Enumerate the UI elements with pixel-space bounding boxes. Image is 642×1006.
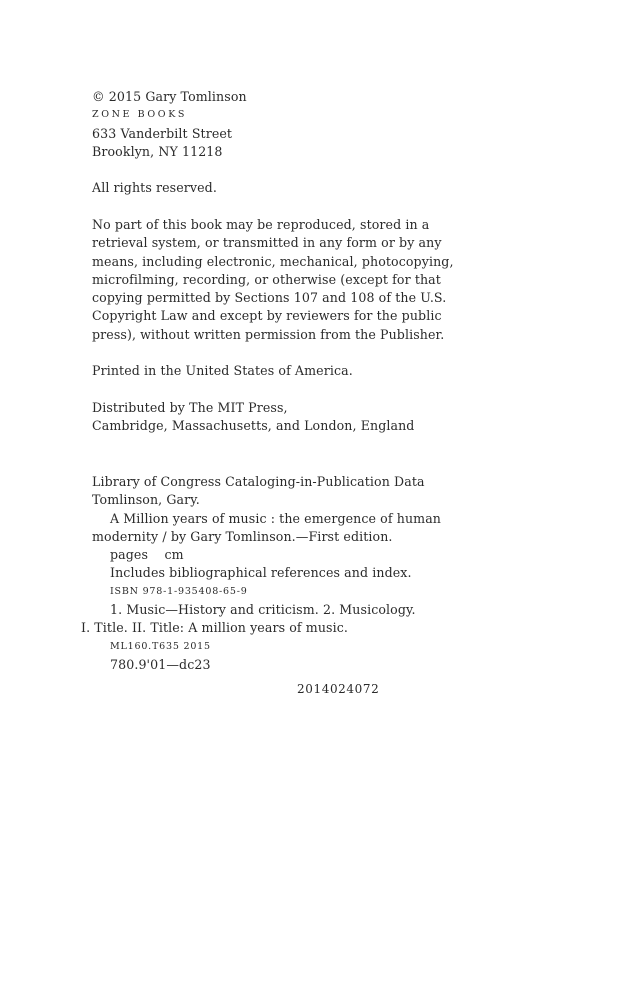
cip-bibliography: Includes bibliographical references and index. xyxy=(110,565,412,581)
rights-block xyxy=(92,179,422,197)
legal-notice xyxy=(92,216,454,344)
distributor: Distributed by The MIT Press, xyxy=(92,400,288,415)
cip-call-number: ML160.T635 2015 xyxy=(110,640,211,652)
copyright-notice: © 2015 Gary Tomlinson xyxy=(92,89,247,104)
lccn: 2014024072 xyxy=(297,682,380,696)
cip-titles: I. Title. II. Title: A million years of music. xyxy=(81,620,348,636)
publisher-name: ZONE BOOKS xyxy=(92,109,187,121)
legal-line: No part of this book may be reproduced, stored in a xyxy=(92,217,430,232)
legal-line: retrieval system, or transmitted in any form or by any xyxy=(92,235,442,251)
legal-line: copying permitted by Sections 107 and 108 of the U.S. xyxy=(92,290,447,306)
printed-in: Printed in the United States of America. xyxy=(92,363,353,378)
cip-author: Tomlinson, Gary. xyxy=(92,492,200,508)
printed-notice xyxy=(92,362,422,380)
rights-reserved: All rights reserved. xyxy=(92,180,217,195)
legal-line: Copyright Law and except by reviewers for the public xyxy=(92,308,442,324)
cip-title-line: modernity / by Gary Tomlinson.—First edition. xyxy=(92,528,393,544)
publisher-city: Brooklyn, NY 11218 xyxy=(92,143,223,159)
distribution-notice xyxy=(92,399,422,436)
legal-line: press), without written permission from the Publisher. xyxy=(92,326,445,342)
cip-pages: pages cm xyxy=(110,547,184,563)
legal-line: means, including electronic, mechanical, photocopying, xyxy=(92,253,454,269)
copyright-block xyxy=(92,88,422,161)
cip-isbn: ISBN 978-1-935408-65-9 xyxy=(110,585,248,597)
cip-subjects: 1. Music—History and criticism. 2. Musicology. xyxy=(110,602,416,618)
distributor-locations: Cambridge, Massachusetts, and London, England xyxy=(92,418,415,434)
cip-heading: Library of Congress Cataloging-in-Publication Data xyxy=(92,474,425,489)
cip-title-line: A Million years of music : the emergence of human xyxy=(110,510,442,526)
legal-line: microfilming, recording, or otherwise (except for that xyxy=(92,271,441,287)
publisher-street: 633 Vanderbilt Street xyxy=(92,125,233,141)
cip-dewey: 780.9'01—dc23 xyxy=(110,656,211,672)
cip-data xyxy=(81,473,442,674)
